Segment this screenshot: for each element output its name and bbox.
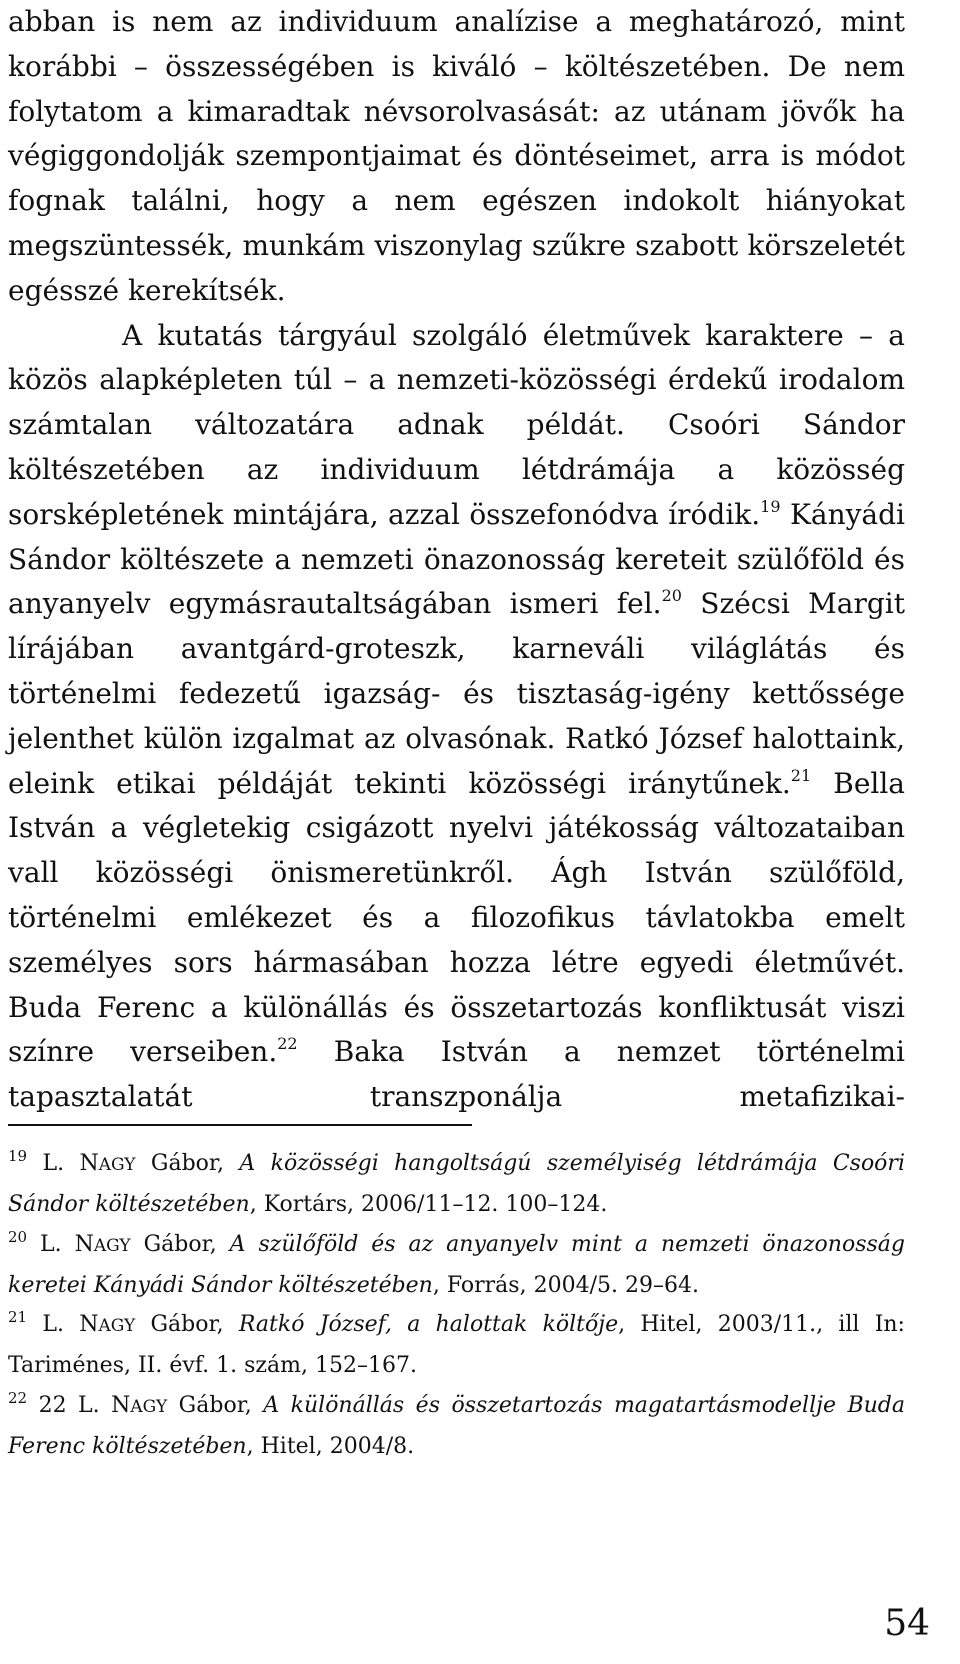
work-title: A közösségi hangoltságú személyiség létdrámája Csoóri Sándor költészetében	[8, 1151, 905, 1218]
footnote-ref-19[interactable]: 19	[760, 496, 781, 516]
work-title: A szülőföld és az anyanyelv mint a nemzeti önazonosság keretei Kányádi Sándor költészetében	[8, 1231, 905, 1298]
footnote-ref-22[interactable]: 22	[277, 1034, 298, 1054]
author-surname-rest: AGY	[93, 1235, 131, 1256]
work-title: Ratkó József, a halottak költője	[238, 1312, 619, 1338]
footnote-number: 22	[8, 1388, 28, 1407]
author-surname-rest: AGY	[98, 1316, 136, 1337]
footnote-prefix: L.	[40, 1231, 75, 1257]
footnote-prefix: 22 L.	[38, 1392, 112, 1418]
author-initial: N	[74, 1231, 94, 1257]
page-body	[8, 0, 905, 1120]
footnote-separator	[8, 1124, 472, 1126]
work-source: , Kortárs, 2006/11–12. 100–124.	[249, 1192, 608, 1218]
paragraph-2-part-a: A kutatás tárgyául szolgáló életművek karaktere – a közös alapképleten túl – a nemzeti-közösségi érdekű irodalom számtalan változatára adnak példát. Csoóri Sándor költészetében az individuum létdrámája a közösség sorsképletének mintájára, azzal összefonódva íródik.	[8, 318, 905, 531]
page-number: 54	[884, 1603, 930, 1644]
paragraph-2	[8, 314, 905, 1120]
author-surname-rest: AGY	[130, 1396, 168, 1417]
footnote-20	[8, 1225, 905, 1306]
paragraph-2-part-b: Kányádi Sándor költészete a nemzeti önazonosság kereteit szülőföld és anyanyelv egymásrautaltságában ismeri fel.	[8, 497, 905, 621]
author-given: Gábor,	[135, 1151, 240, 1176]
main-text	[8, 0, 905, 1120]
paragraph-2-part-c: Szécsi Margit lírájában avantgárd-groteszk, karneváli világlátás és történelmi fedezetű igazság- és tisztaság-igény kettőssége jelenthet külön izgalmat az olvasónak. Ratkó József halottaink, eleink etikai példáját tekinti közösségi iránytűnek.	[8, 587, 905, 800]
paragraph-2-part-e: Baka István a nemzet történelmi tapasztalatát transzponálja metafizikai-	[8, 1035, 905, 1114]
author-initial: N	[79, 1151, 99, 1176]
author-given: Gábor,	[135, 1312, 239, 1338]
author-given: Gábor,	[130, 1231, 230, 1257]
paragraph-2-part-d: Bella István a végletekig csigázott nyelvi játékosság változataiban vall közösségi önismeretünkről. Ágh István szülőföld, történelmi emlékezet és a filozofikus távlatokba emelt személyes sors hármasában hozza létre egyedi életművét. Buda Ferenc a különállás és összetartozás konfliktusát viszi színre verseiben.	[8, 766, 905, 1069]
footnote-22	[8, 1386, 905, 1467]
author-initial: N	[79, 1312, 99, 1338]
footnote-number: 21	[8, 1308, 28, 1327]
author-surname-rest: AGY	[98, 1155, 136, 1175]
footnote-prefix: L.	[42, 1151, 80, 1176]
footnotes	[8, 1144, 905, 1466]
footnote-number: 19	[8, 1147, 28, 1165]
footnote-prefix: L.	[42, 1312, 80, 1338]
work-source: , Hitel, 2003/11., ill In: Tariménes, II. évf. 1. szám, 152–167.	[8, 1312, 905, 1379]
author-given: Gábor,	[167, 1392, 264, 1418]
footnote-number: 20	[8, 1227, 28, 1246]
work-title: A különállás és összetartozás magatartásmodellje Buda Ferenc költészetében	[8, 1392, 905, 1460]
author-initial: N	[111, 1392, 131, 1418]
footnote-ref-21[interactable]: 21	[790, 765, 812, 785]
footnote-19	[8, 1144, 905, 1225]
work-source: , Hitel, 2004/8.	[246, 1434, 415, 1460]
footnote-21	[8, 1305, 905, 1386]
footnote-ref-20[interactable]: 20	[661, 586, 682, 606]
paragraph-1: abban is nem az individuum analízise a meghatározó, mint korábbi – összességében is kiváló – költészetében. De nem folytatom a kimaradtak névsorolvasását: az utánam jövők ha végiggondolják szempontjaimat és döntéseimet, arra is módot fognak találni, hogy a nem egészen indokolt hiányokat megszüntessék, munkám viszonylag szűkre szabott körszeletét egésszé kerekítsék.	[8, 5, 905, 307]
work-source: , Forrás, 2004/5. 29–64.	[432, 1272, 699, 1298]
